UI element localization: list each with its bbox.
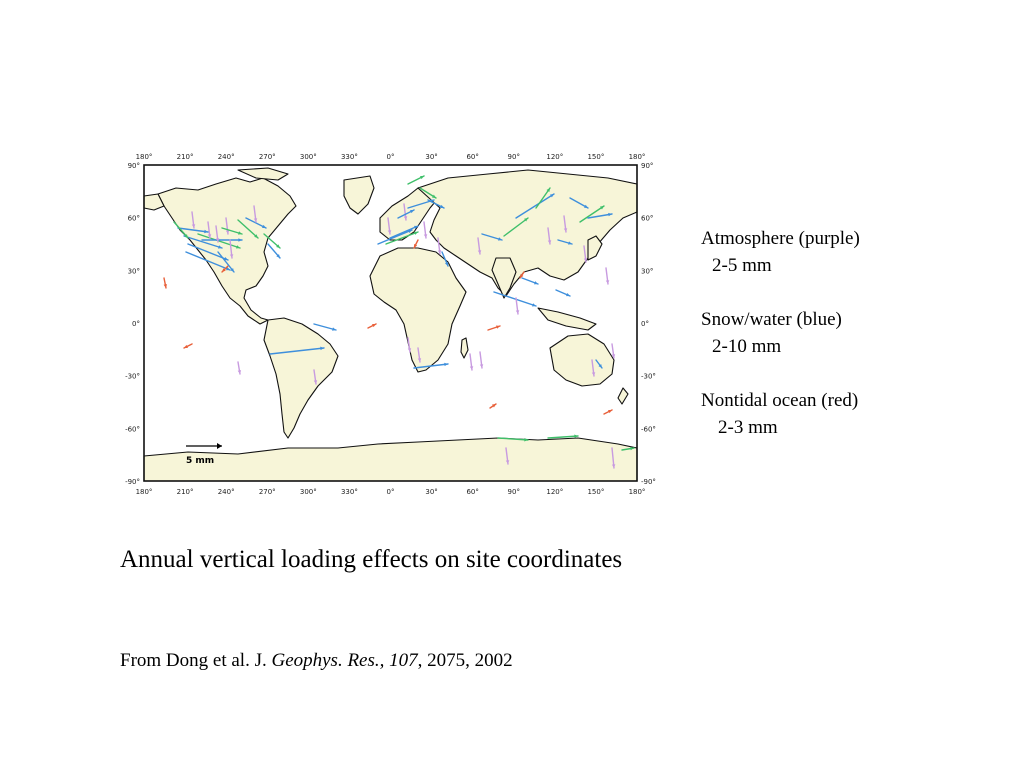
longitude-tick-label: 30° [425,153,438,161]
longitude-ticks-bottom [136,488,646,496]
legend-atmosphere-name: Atmosphere (purple) [701,228,860,249]
longitude-tick-label: 0° [386,153,395,161]
legend-nontidal-ocean-name: Nontidal ocean (red) [701,390,859,411]
longitude-tick-label: 270° [258,488,276,496]
legend-snow-water [701,306,1001,360]
longitude-tick-label: 180° [135,488,153,496]
longitude-tick-label: 120° [546,153,564,161]
longitude-tick-label: 240° [217,153,235,161]
world-map [118,148,666,500]
citation-prefix: From Dong et al. J. [120,650,272,671]
latitude-tick-label: 60° [641,214,654,223]
legend-atmosphere-range: 2-5 mm [712,255,772,276]
longitude-tick-label: 210° [176,153,194,161]
longitude-tick-label: 90° [507,488,520,496]
longitude-tick-label: 300° [299,488,317,496]
longitude-tick-label: 180° [628,488,646,496]
legend-snow-water-range: 2-10 mm [712,336,782,357]
longitude-tick-label: 300° [299,153,317,161]
citation-suffix: , 2075, 2002 [417,650,513,671]
latitude-tick-label: 0° [641,320,649,328]
longitude-tick-label: 60° [466,153,479,161]
latitude-ticks-right [641,162,656,486]
latitude-tick-label: 90° [127,162,140,170]
latitude-tick-label: 30° [641,267,654,276]
longitude-ticks-top [136,153,646,161]
longitude-tick-label: 330° [340,153,358,161]
longitude-tick-label: 240° [217,488,235,496]
latitude-tick-label: -30° [125,372,140,381]
legend-snow-water-name: Snow/water (blue) [701,309,842,330]
latitude-tick-label: -30° [641,372,656,381]
longitude-tick-label: 330° [340,488,358,496]
longitude-tick-label: 180° [628,153,646,161]
latitude-tick-label: -60° [125,425,140,434]
citation [120,650,513,672]
latitude-tick-label: -90° [125,478,140,486]
citation-journal: Geophys. Res., 107 [271,650,418,671]
latitude-tick-label: -90° [641,478,656,486]
longitude-tick-label: 270° [258,153,276,161]
slide-caption: Annual vertical loading effects on site coordinates [120,546,623,573]
legend [701,225,1001,468]
longitude-tick-label: 210° [176,488,194,496]
longitude-tick-label: 60° [466,488,479,496]
latitude-tick-label: 60° [127,214,140,223]
world-map-figure [118,148,666,500]
longitude-tick-label: 0° [386,488,395,496]
latitude-tick-label: 0° [132,320,140,328]
longitude-tick-label: 150° [587,488,605,496]
latitude-tick-label: 90° [641,162,654,170]
longitude-tick-label: 90° [507,153,520,161]
longitude-tick-label: 150° [587,153,605,161]
longitude-tick-label: 120° [546,488,564,496]
legend-nontidal-ocean-range: 2-3 mm [718,417,778,438]
latitude-tick-label: 30° [127,267,140,276]
legend-atmosphere [701,225,1001,279]
legend-nontidal-ocean [701,387,1001,441]
latitude-tick-label: -60° [641,425,656,434]
latitude-ticks-left [125,162,140,486]
longitude-tick-label: 30° [425,488,438,496]
scale-bar-label: 5 mm [186,456,215,466]
longitude-tick-label: 180° [135,153,153,161]
